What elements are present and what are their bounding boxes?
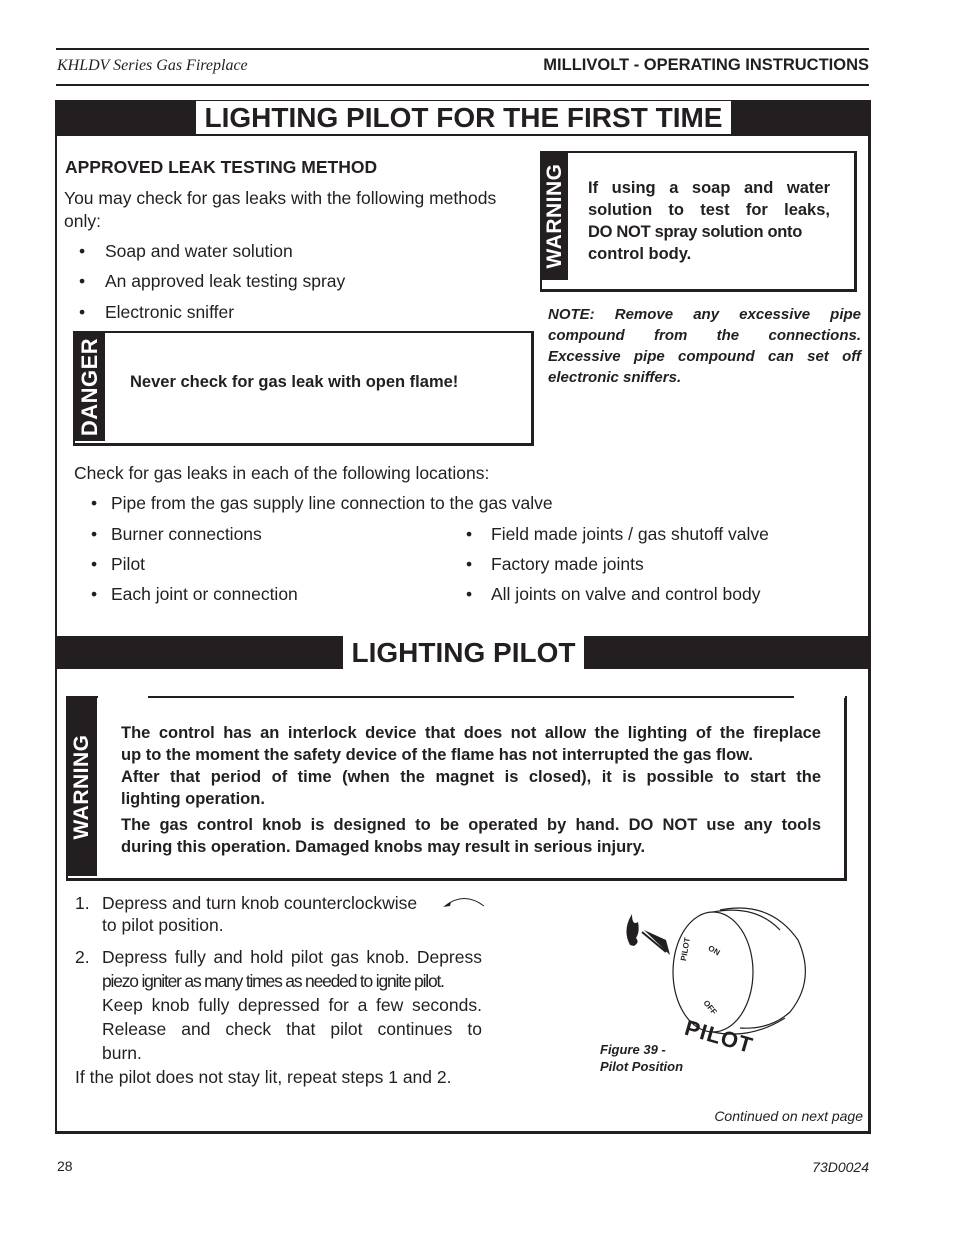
step1-line2: to pilot position. [102,915,224,935]
list-item: • Factory made joints [466,554,644,574]
list-item: • Pilot [91,554,146,574]
figure-caption: Figure 39 - Pilot Position [600,1042,684,1074]
section1-title: LIGHTING PILOT FOR THE FIRST TIME [196,101,731,134]
knob-label-pilot-small: PILOT [679,936,692,962]
box-gap-left [98,696,148,698]
page-number: 28 [57,1158,73,1174]
list-item: • Burner connections [91,524,262,544]
list-item: • An approved leak testing spray [79,271,346,291]
header-top-rule [56,48,869,50]
continued-note: Continued on next page [714,1108,863,1124]
leak-intro-line1: You may check for gas leaks with the following methods [64,188,497,208]
knob-label-off: OFF [701,998,719,1017]
danger-text: Never check for gas leak with open flame! [130,373,459,391]
leak-heading: APPROVED LEAK TESTING METHOD [65,157,378,177]
knob-label-on: ON [706,943,722,958]
leak-intro-line2: only: [64,211,101,231]
step2-text: Depress fully and hold pilot gas knob. Depress piezo igniter as many times as needed to ignite pilot. Keep knob fully depressed for a few seconds. Release and check that pilot continues to burn. [102,947,482,1063]
series-title: KHLDV Series Gas Fireplace [57,57,248,74]
list-item: • Electronic sniffer [79,302,235,322]
box-gap-right [794,696,845,698]
list-item: • Each joint or connection [91,584,298,604]
warning-tab: WARNING [541,152,568,280]
note-pipe-compound: NOTE: Remove any excessive pipe compound from the connections. Excessive pipe compound can set off electronic sniffers. [548,306,861,386]
step1-number: 1. [75,893,90,913]
list-item: • Field made joints / gas shutoff valve [466,524,769,544]
list-item: • All joints on valve and control body [466,584,761,604]
danger-tab: DANGER [74,332,105,441]
warning-tab-interlock: WARNING [67,697,97,876]
repeat-instruction: If the pilot does not stay lit, repeat steps 1 and 2. [75,1067,452,1087]
step1-line1: Depress and turn knob counterclockwise [102,893,418,913]
warning-soap-text: If using a soap and water solution to test for leaks, DO NOT spray solution onto control body. [588,179,830,263]
counterclockwise-arrow-icon [442,893,486,909]
document-number: 73D0024 [812,1159,869,1175]
section2-title: LIGHTING PILOT [343,636,584,669]
warning-interlock-text: The control has an interlock device that does not allow the lighting of the fireplace up to the moment the safety device of the flame has not interrupted the gas flow. After that period of time (when the magnet is closed), it is possible to start the lighting operation. The gas control knob is designed to be operated by hand. DO NOT use any tools during this operation. Damaged knobs may result in serious injury. [121,724,821,856]
locations-intro: Check for gas leaks in each of the following locations: [74,463,490,483]
section-heading: MILLIVOLT - OPERATING INSTRUCTIONS [543,56,869,74]
step2-number: 2. [75,947,90,967]
list-item: • Pipe from the gas supply line connection to the gas valve [91,493,553,513]
header-bottom-rule [56,84,869,86]
list-item: • Soap and water solution [79,241,293,261]
knob-label-pilot: PILOT [682,1014,757,1059]
